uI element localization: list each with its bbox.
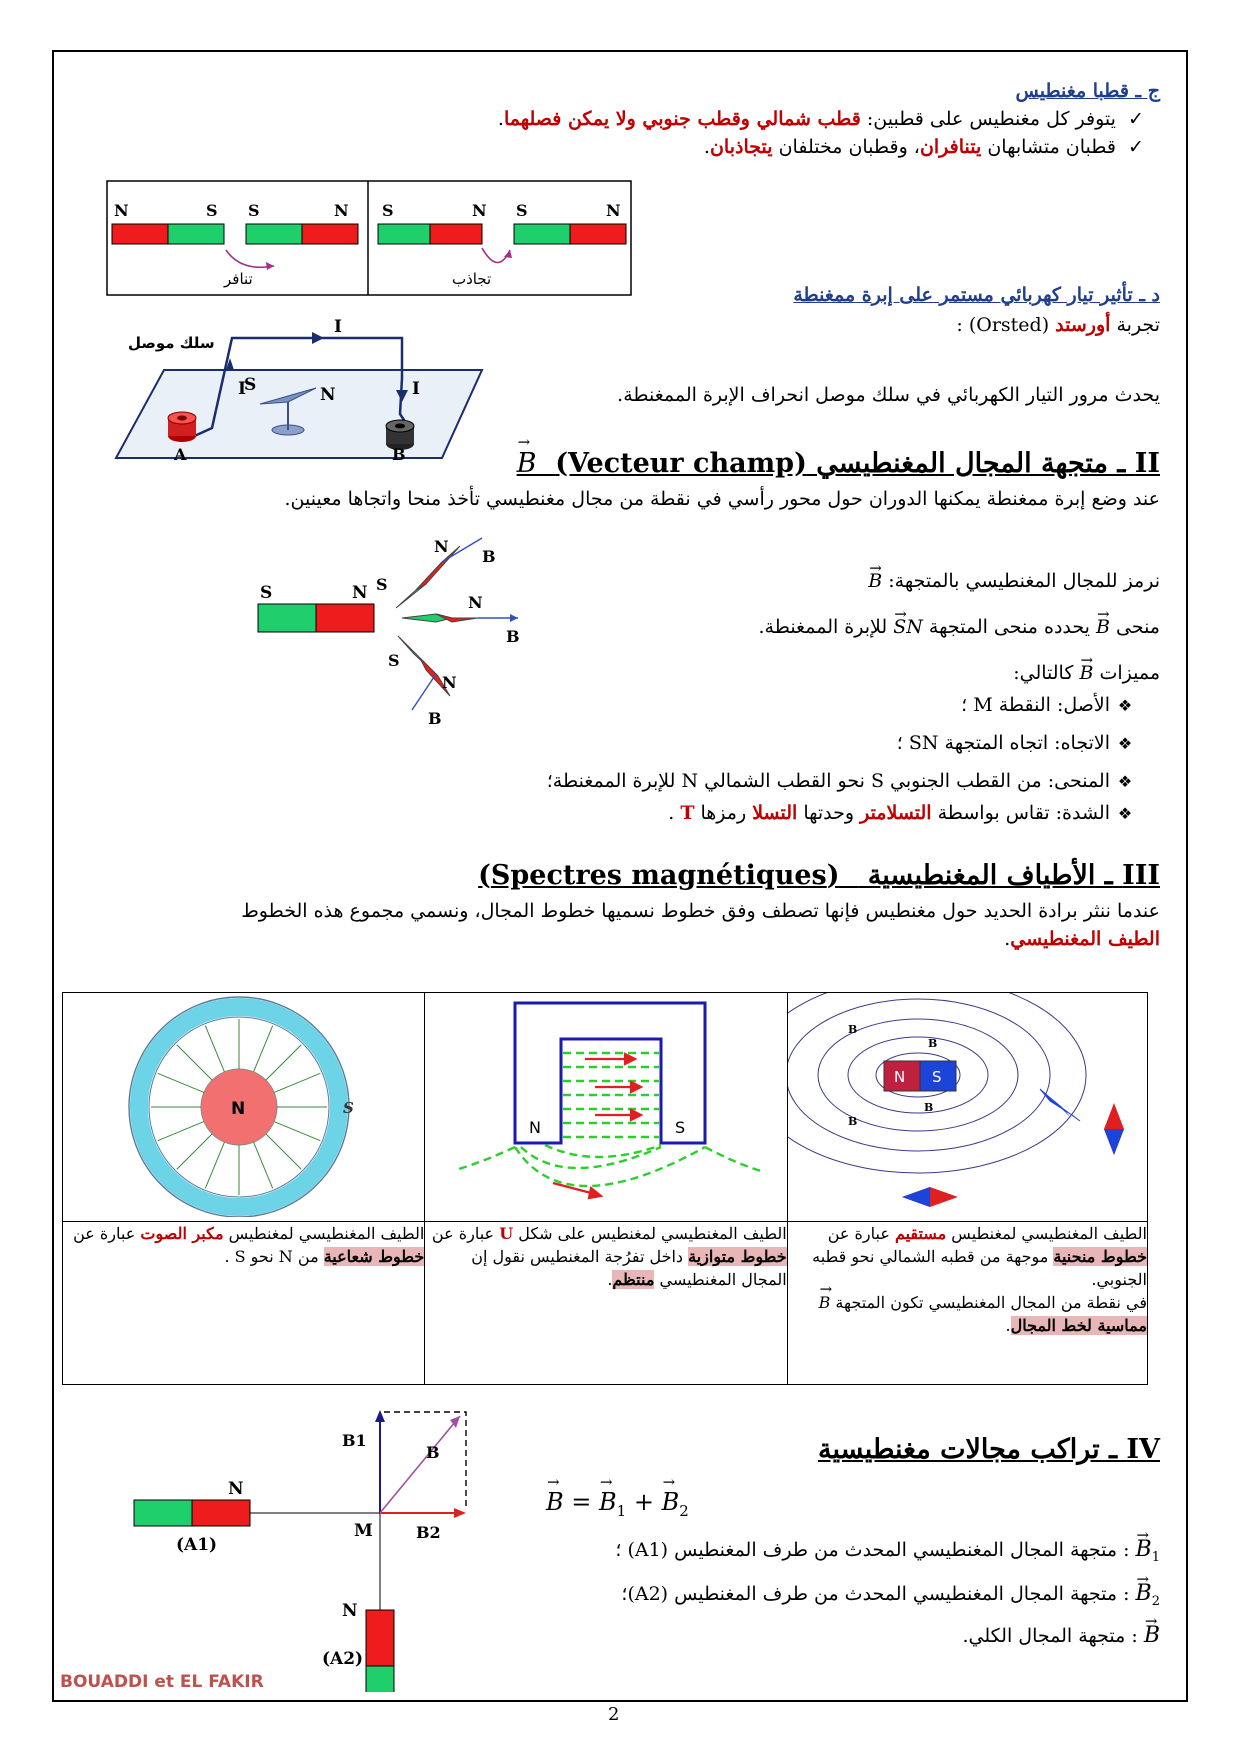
superposition-formula: → B = → $B_1$ + → $B_2$ [546,1488,689,1520]
svg-text:A: A [174,445,187,460]
svg-text:B: B [506,627,520,646]
section-iii-title: III ـ الأطياف المغنطيسية (Spectres magnétiques) [478,860,1160,891]
section-ii-intro: عند وضع إبرة ممغنطة يمكنها الدوران حول محور رأسي في نقطة من مجال مغنطيسي تأخذ منحا واتجاها معينين. [284,488,1160,510]
diamond-bullet-icon: ❖ [1117,804,1133,823]
svg-text:B: B [392,445,406,460]
check-icon: ✓ [1128,136,1144,158]
svg-text:B: B [923,1101,933,1114]
section-ii-line-1: نرمز للمجال المغنطيسي بالمتجهة: → B [560,568,1160,595]
svg-text:S: S [376,575,388,594]
section-iii-intro: عندما ننثر برادة الحديد حول مغنطيس فإنها تصطف وفق خطوط نسميها خطوط المجال، ونسمي مجموع هذه الخطوط [241,900,1160,922]
svg-text:N: N [352,583,368,603]
svg-text:B: B [927,1037,937,1050]
characteristics-item: ❖الشدة: تقاس بواسطة التسلامتر وحدتها التسلا رمزها T . [280,800,1140,827]
svg-text:(A1): (A1) [176,1535,218,1555]
pole-label: N [114,201,129,220]
characteristics-item: ❖الأصل: النقطة M ؛ [380,692,1140,719]
section-c-bullet-1: ✓ يتوفر كل مغنطيس على قطبين: قطب شمالي وقطب جنوبي ولا يمكن فصلهما. [150,106,1150,133]
bar-magnet-spectrum-figure [788,993,1146,1217]
bar-magnet-spectrum-caption: الطيف المغنطيسي لمغنطيس مستقيم عبارة عن خطوط منحنية موجهة من قطبه الشمالي نحو قطبه الجنوبي. في نقطة من المجال المغنطيسي تكون المتجهة → B مماسية لخط المجال. [787,1222,1147,1385]
loudspeaker-spectrum-caption: الطيف المغنطيسي لمغنطيس مكبر الصوت عبارة عن خطوط شعاعية من N نحو S . [63,1222,425,1385]
svg-text:I: I [412,379,420,399]
svg-text:S: S [343,1099,354,1117]
poles-interaction-figure [106,180,632,296]
characteristics-item: ❖المنحى: من القطب الجنوبي S نحو القطب الشمالي N للإبرة الممغنطة؛ [280,768,1140,795]
u-magnet-spectrum-figure [425,993,785,1217]
svg-text:N: N [228,1479,244,1499]
superposition-figure [126,1402,496,1692]
u-magnet-spectrum-caption: الطيف المغنطيسي لمغنطيس على شكل U عبارة عن خطوط متوازية داخل تفرُجة المغنطيس نقول إن المجال المغنطيسي منتظم. [425,1222,787,1385]
section-d-title: د ـ تأثير تيار كهربائي مستمر على إبرة ممغنطة [793,284,1160,306]
check-icon: ✓ [1128,108,1144,130]
svg-text:B: B [426,1443,440,1462]
u-magnet-spectrum-figure-cell [425,993,787,1222]
diamond-bullet-icon: ❖ [1117,734,1133,753]
svg-text:N: N [231,1099,246,1119]
section-c-title: ج ـ قطبا مغنطيس [1015,80,1160,102]
section-ii-line-3: مميزات → B كالتالي: [560,660,1160,687]
svg-text:(A2): (A2) [322,1649,364,1669]
svg-text:S: S [931,1068,942,1086]
pole-label: N [334,201,349,220]
svg-text:B: B [847,1023,857,1036]
section-iii-intro-end: الطيف المغنطيسي. [1004,928,1160,950]
svg-text:S: S [675,1118,686,1137]
pole-label: S [248,201,260,220]
svg-text:M: M [354,1521,373,1541]
def-b2: → $B_2$ : متجهة المجال المغنطيسي المحدث من طرف المغنطيس (A2)؛ [460,1580,1160,1615]
characteristics-item: ❖الاتجاه: اتجاه المتجهة SN ؛ [380,730,1140,757]
def-b1: → $B_1$ : متجهة المجال المغنطيسي المحدث من طرف المغنطيس (A1) ؛ [460,1536,1160,1571]
loudspeaker-spectrum-figure [63,993,423,1217]
svg-text:B: B [428,709,442,728]
svg-text:I: I [238,379,246,399]
svg-text:B: B [847,1115,857,1128]
pole-label: S [516,201,528,220]
svg-text:I: I [334,318,342,337]
pole-label: S [382,201,394,220]
svg-text:B: B [482,547,496,566]
repulsion-label: تنافر [224,270,253,288]
svg-text:N: N [442,673,457,692]
wire-label: سلك موصل [128,334,215,352]
oersted-figure [112,318,494,460]
pole-label: N [606,201,621,220]
oersted-description: يحدث مرور التيار الكهربائي في سلك موصل انحراف الإبرة الممغنطة. [617,384,1160,406]
svg-text:S: S [260,583,273,603]
pole-label: N [472,201,487,220]
svg-text:S: S [388,651,400,670]
def-b: → B : متجهة المجال الكلي. [460,1622,1160,1650]
svg-text:N: N [320,385,336,405]
section-c-bullet-2: ✓ قطبان متشابهان يتنافران، وقطبان مختلفان يتجاذبان. [150,134,1150,161]
section-iv-title: IV ـ تراكب مجالات مغنطيسية [818,1434,1160,1465]
diamond-bullet-icon: ❖ [1117,696,1133,715]
authors-footer: BOUADDI et EL FAKIR [60,1672,264,1692]
svg-text:N: N [468,593,483,612]
page-number: 2 [608,1704,620,1725]
svg-text:B2: B2 [416,1523,441,1542]
loudspeaker-spectrum-figure-cell [63,993,425,1222]
bar-magnet-spectrum-figure-cell [787,993,1147,1222]
svg-text:N: N [893,1068,905,1086]
svg-text:B1: B1 [342,1431,367,1450]
spectra-table [62,992,1148,1385]
svg-text:S: S [244,375,257,395]
attraction-label: تجاذب [452,270,492,288]
svg-text:N: N [342,1601,358,1621]
diamond-bullet-icon: ❖ [1117,772,1133,791]
magnet-needles-figure [256,534,536,730]
svg-text:N: N [529,1118,542,1137]
section-ii-line-2: منحى → B يحدده منحى المتجهة → SN للإبرة الممغنطة. [560,614,1160,641]
svg-text:N: N [434,537,449,556]
section-ii-title: II ـ متجهة المجال المغنطيسي → B (Vecteur champ) [517,448,1160,479]
oersted-experiment-label: تجربة أورستد (Orsted) : [956,314,1160,336]
pole-label: S [206,201,218,220]
